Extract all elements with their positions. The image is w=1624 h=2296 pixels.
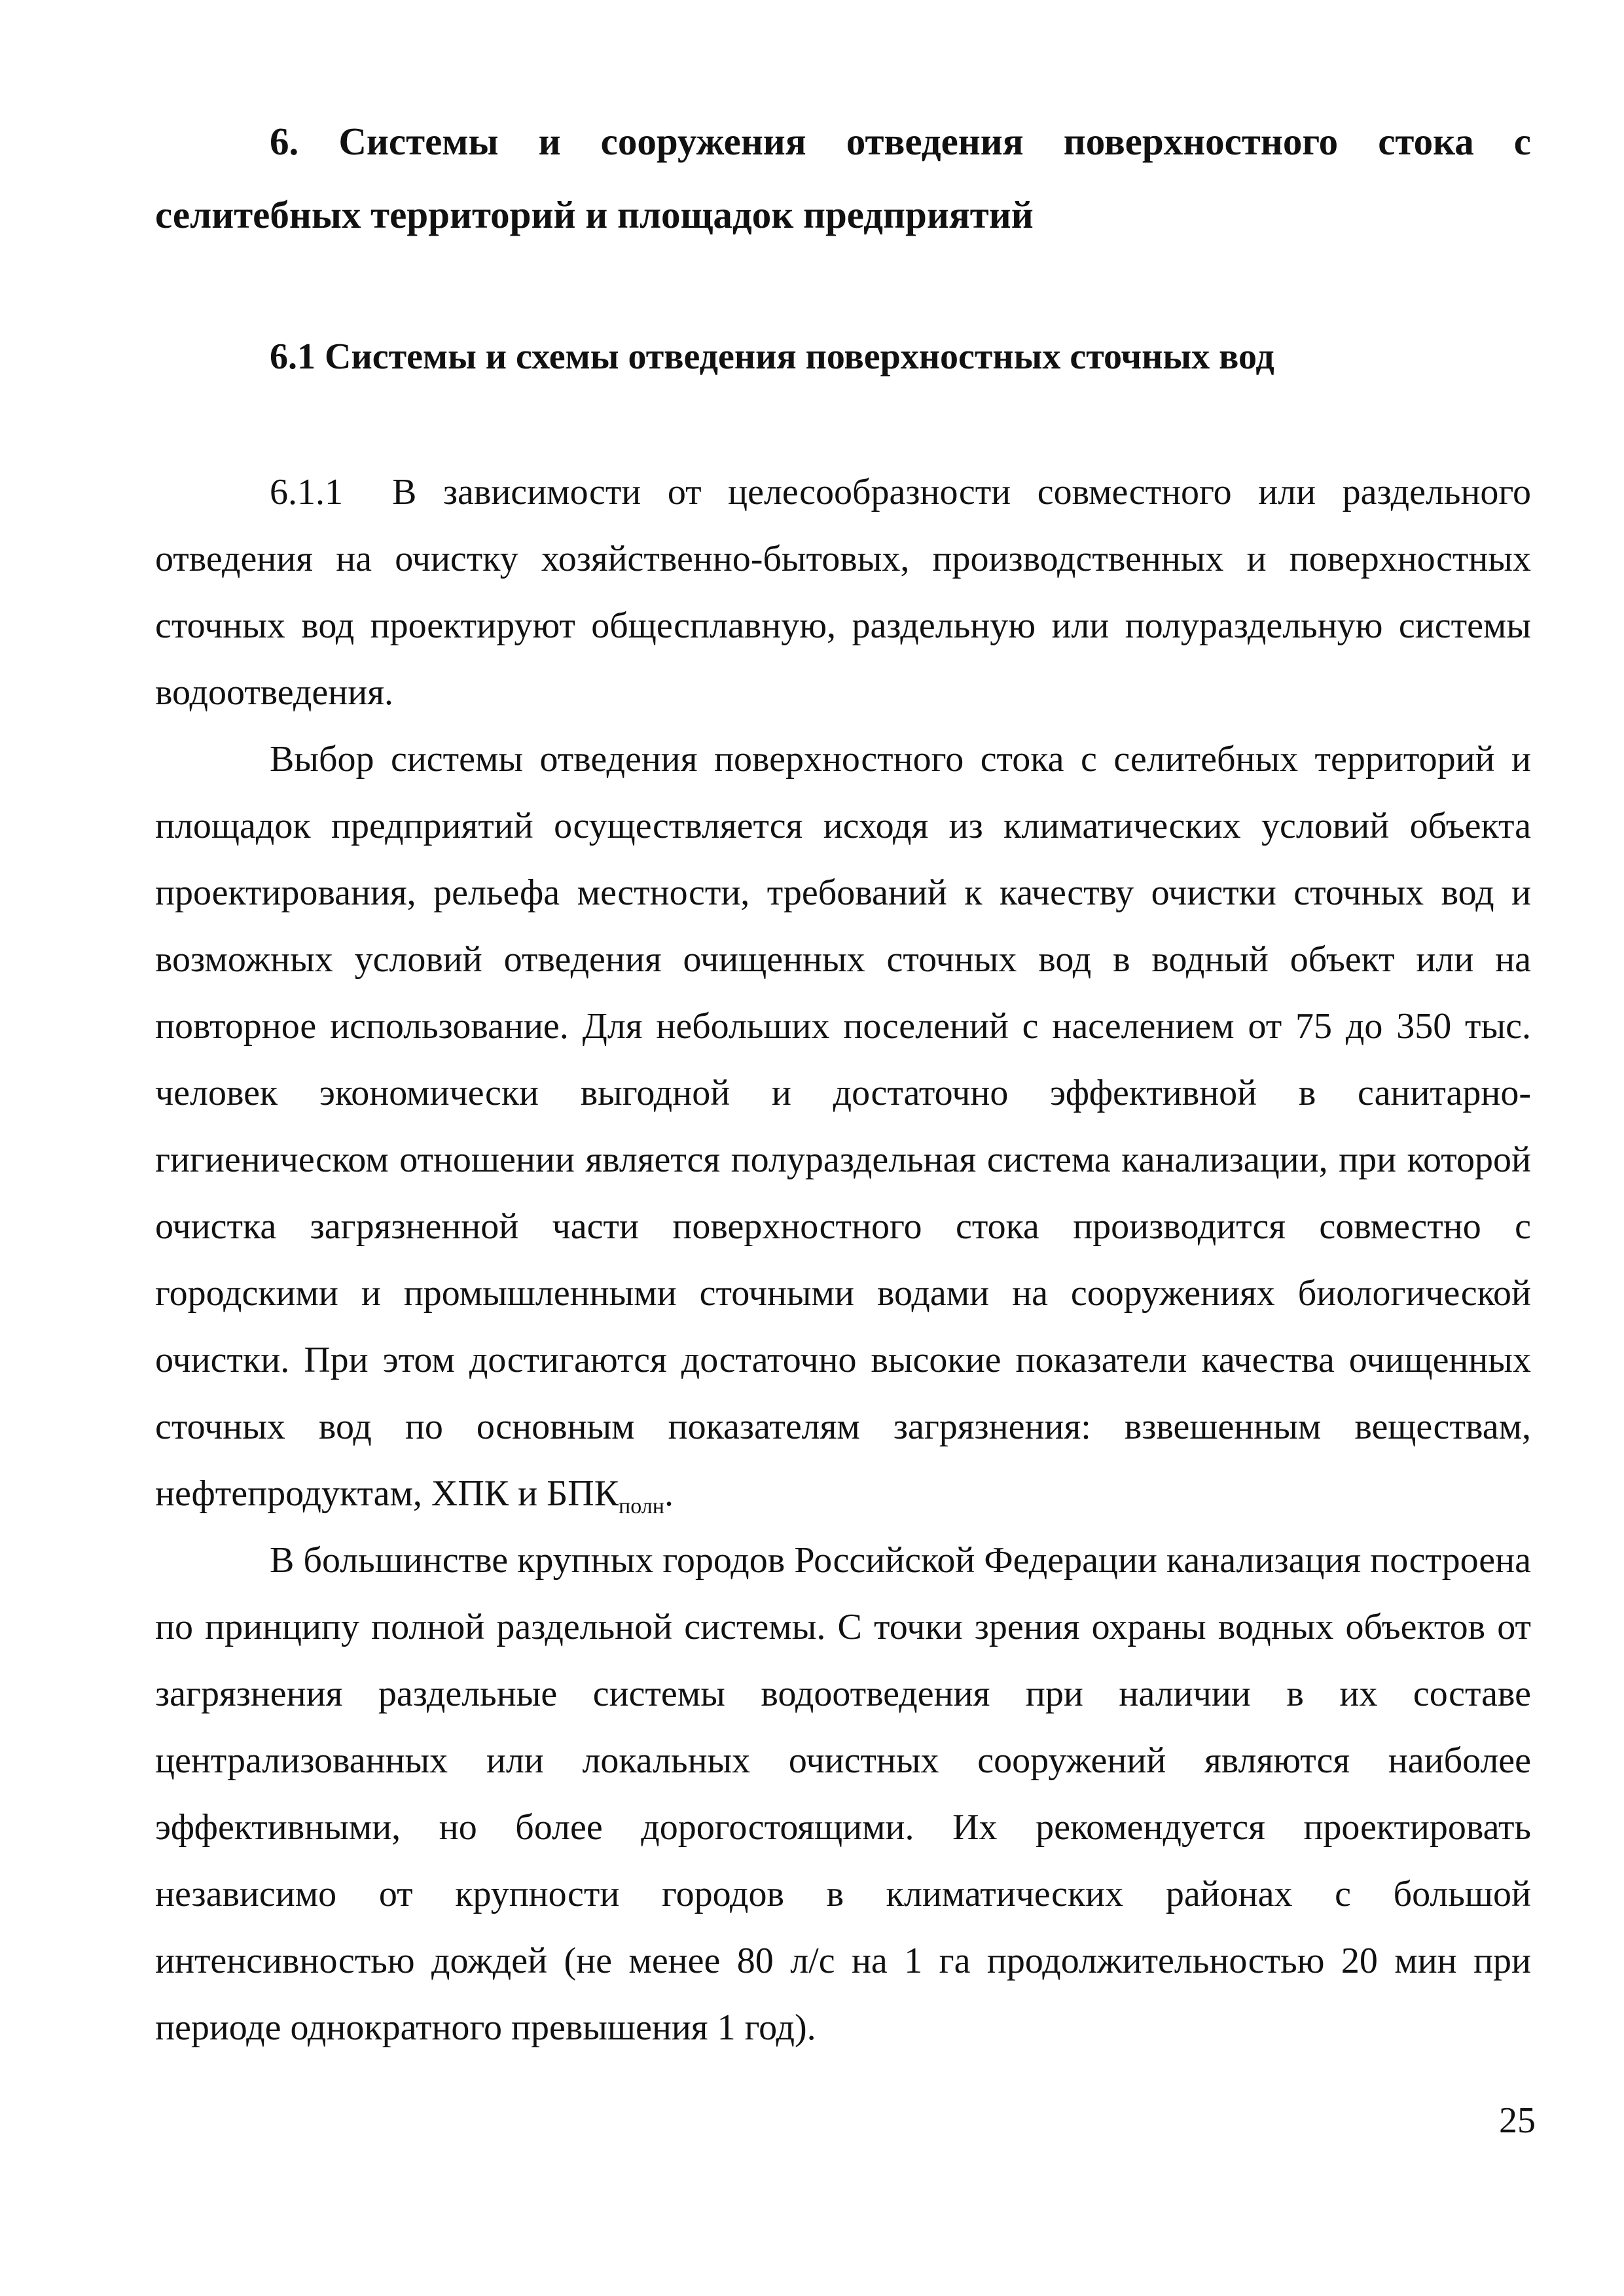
bpk-subscript: полн <box>619 1494 664 1519</box>
clause-number: 6.1.1 <box>270 472 343 512</box>
section-title: 6.1 Системы и схемы отведения поверхностных сточных вод <box>270 336 1274 377</box>
page-content <box>155 105 1531 2061</box>
paragraph-2-end: . <box>664 1473 674 1514</box>
chapter-title: 6. Системы и сооружения отведения поверхностного стока с селитебных территорий и площадок предприятий <box>155 120 1531 236</box>
clause-paragraph <box>155 459 1531 726</box>
clause-text: В зависимости от целесообразности совместного или раздельного отведения на очистку хозяйственно-бытовых, производственных и поверхностных сточных вод проектируют общесплавную, раздельную или полураздельную системы водоотведения. <box>155 472 1531 713</box>
paragraph-2-text: Выбор системы отведения поверхностного стока с селитебных территорий и площадок предприятий осуществляется исходя из климатических условий объекта проектирования, рельефа местности, требований к качеству очистки сточных вод и возможных условий отведения очищенных сточных вод в водный объект или на повторное использование. Для небольших поселений с населением от 75 до 350 тыс. человек экономически выгодной и достаточно эффективной в санитарно-гигиеническом отношении является полураздельная система канализации, при которой очистка загрязненной части поверхностного стока производится совместно с городскими и промышленными сточными водами на сооружениях биологической очистки. При этом достигаются достаточно высокие показатели качества очищенных сточных вод по основным показателям загрязнения: взвешенным веществам, нефтепродуктам, ХПК и БПК <box>155 739 1531 1514</box>
page-number: 25 <box>1499 2100 1536 2141</box>
body-paragraph-3: В большинстве крупных городов Российской Федерации канализация построена по принципу полной раздельной системы. С точки зрения охраны водных объектов от загрязнения раздельные системы водоотведения при наличии в их составе централизованных или локальных очистных сооружений являются наиболее эффективными, но более дорогостоящими. Их рекомендуется проектировать независимо от крупности городов в климатических районах с большой интенсивностью дождей (не менее 80 л/с на 1 га продолжительностью 20 мин при периоде однократного превышения 1 год). <box>155 1540 1531 2048</box>
body-paragraph-2 <box>155 726 1531 1527</box>
